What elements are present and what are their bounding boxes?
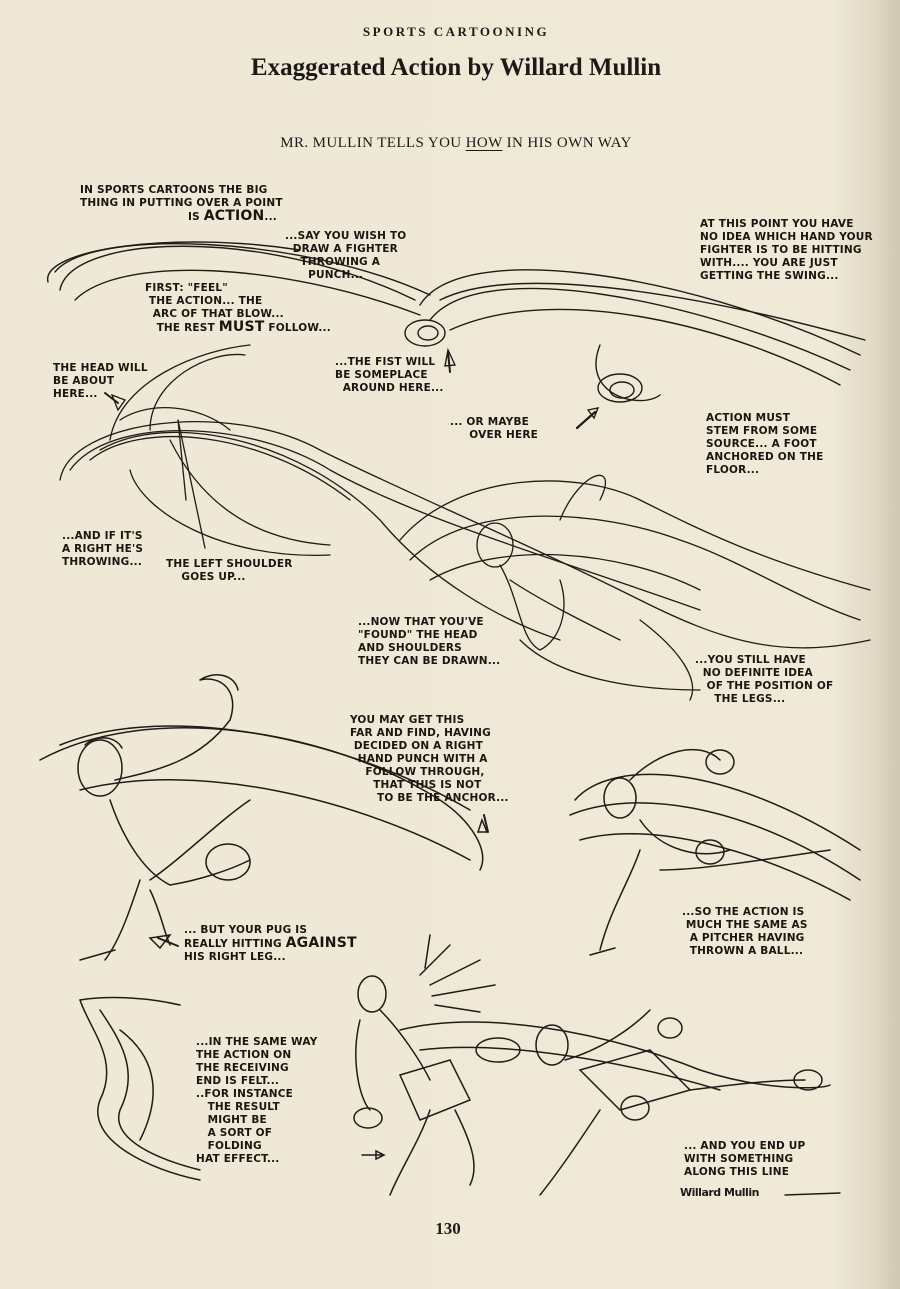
caption-fist-someplace: ...THE FIST WILL BE SOMEPLACE AROUND HERE... <box>335 356 444 394</box>
caption-pug-leg: HIS RIGHT LEG... <box>184 951 286 963</box>
caption-action-ellipsis: ... <box>264 211 277 223</box>
subtitle-end: IN HIS OWN WAY <box>502 135 632 151</box>
caption-action-intro <box>80 184 283 224</box>
page-number: 130 <box>435 1219 461 1238</box>
caption-left-shoulder: THE LEFT SHOULDER GOES UP... <box>166 558 293 583</box>
caption-feel-must: MUST <box>218 319 265 335</box>
caption-maybe-over-here: ... OR MAYBE OVER HERE <box>450 416 538 441</box>
caption-pitcher: ...SO THE ACTION IS MUCH THE SAME AS A PITCHER HAVING THROWN A BALL... <box>682 906 808 957</box>
caption-found-head: ...NOW THAT YOU'VE "FOUND" THE HEAD AND SHOULDERS THEY CAN BE DRAWN... <box>358 616 501 667</box>
caption-pug-against: AGAINST <box>285 935 357 951</box>
caption-right-throwing: ...AND IF IT'S A RIGHT HE'S THROWING... <box>62 530 144 568</box>
caption-no-idea-hand: AT THIS POINT YOU HAVE NO IDEA WHICH HAND YOUR FIGHTER IS TO BE HITTING WITH.... YOU ARE JUST GETTING THE SWING... <box>700 218 873 282</box>
caption-position-legs: ...YOU STILL HAVE NO DEFINITE IDEA OF THE POSITION OF THE LEGS... <box>695 654 834 705</box>
caption-feel-text: FIRST: "FEEL" THE ACTION... THE ARC OF THAT BLOW... THE REST <box>145 282 284 334</box>
caption-action-stem: ACTION MUST STEM FROM SOME SOURCE... A FOOT ANCHORED ON THE FLOOR... <box>706 412 824 476</box>
subtitle-start: MR. MULLIN TELLS YOU <box>280 135 466 151</box>
caption-feel-action <box>145 282 331 335</box>
artist-signature: Willard Mullin <box>680 1186 759 1199</box>
caption-head-about-here: THE HEAD WILL BE ABOUT HERE... <box>53 362 148 400</box>
caption-pug-text: ... BUT YOUR PUG IS REALLY HITTING <box>184 924 308 950</box>
caption-action-line2: THING IN PUTTING OVER A POINT <box>80 197 283 209</box>
caption-not-anchor: YOU MAY GET THIS FAR AND FIND, HAVING DECIDED ON A RIGHT HAND PUNCH WITH A FOLLOW THROUGH, THAT THIS IS NOT TO BE THE ANCHOR... <box>350 714 509 804</box>
page-title: Exaggerated Action by Willard Mullin <box>250 54 662 81</box>
caption-action-line1: IN SPORTS CARTOONS THE BIG <box>80 184 268 196</box>
caption-receiving-end: ...IN THE SAME WAY THE ACTION ON THE RECEIVING END IS FELT... ..FOR INSTANCE THE RESULT MIGHT BE A SORT OF FOLDING HAT EFFECT... <box>196 1036 318 1165</box>
caption-feel-follow: FOLLOW... <box>264 322 331 334</box>
subtitle-emphasis: HOW <box>465 135 503 151</box>
caption-action-keyword: ACTION <box>203 208 265 224</box>
caption-draw-fighter: ...SAY YOU WISH TO DRAW A FIGHTER THROWING A PUNCH... <box>285 230 407 281</box>
caption-end-up: ... AND YOU END UP WITH SOMETHING ALONG THIS LINE <box>684 1140 806 1178</box>
caption-action-is: IS <box>188 211 204 223</box>
running-head: SPORTS CARTOONING <box>362 24 550 39</box>
caption-hitting-against <box>184 924 357 964</box>
